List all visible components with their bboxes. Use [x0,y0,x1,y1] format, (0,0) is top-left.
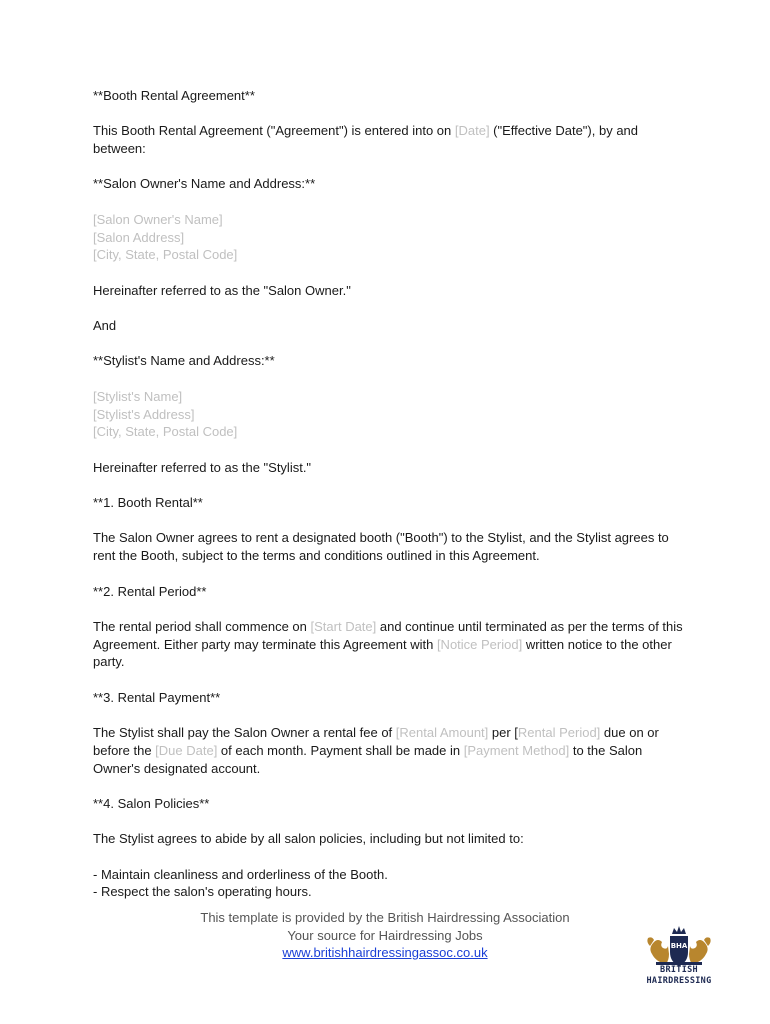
start-date-placeholder: [Start Date] [310,618,377,634]
stylist-name-placeholder: [Stylist's Name] [93,388,183,404]
footer-line1: This template is provided by the British Hairdressing Association [200,910,570,925]
due-date-placeholder: [Due Date] [155,742,218,758]
policy-list [93,866,693,901]
owner-address-block [93,211,693,264]
and-separator: And [93,318,117,334]
owner-name-placeholder: [Salon Owner's Name] [93,211,223,227]
stylist-address-block [93,388,693,441]
owner-reference: Hereinafter referred to as the "Salon Owner." [93,282,351,298]
section4-text: The Stylist agrees to abide by all salon policies, including but not limited to: [93,831,524,847]
footer-website-link[interactable]: www.britishhairdressingassoc.co.uk [282,945,488,960]
section4-heading: **4. Salon Policies** [93,795,210,811]
intro-paragraph: This Booth Rental Agreement ("Agreement") is entered into on [Date] ("Effective Date"), by and between: [93,123,639,157]
stylist-heading: **Stylist's Name and Address:** [93,353,275,369]
owner-city-placeholder: [City, State, Postal Code] [93,247,238,263]
section3-text: The Stylist shall pay the Salon Owner a rental fee of [Rental Amount] per [Rental Period] due on or before the [Due Date] of each month. Payment shall be made in [Payment Method] to the Salon Owner's designated account. [93,725,659,776]
agreement-body [93,87,693,919]
list-item: - Maintain cleanliness and orderliness of the Booth. [93,866,388,882]
section2-text: The rental period shall commence on [Start Date] and continue until terminated as per the terms of this Agreement. Either party may terminate this Agreement with [Notice Period] written notice to the other party. [93,618,683,670]
footer-line2: Your source for Hairdressing Jobs [287,927,483,943]
date-placeholder: [Date] [454,123,490,139]
owner-heading: **Salon Owner's Name and Address:** [93,176,316,192]
stylist-address-placeholder: [Stylist's Address] [93,406,195,422]
section3-heading: **3. Rental Payment** [93,689,221,705]
logo-line1: BRITISH [660,965,698,975]
list-item: - Respect the salon's operating hours. [93,884,312,900]
section1-heading: **1. Booth Rental** [93,495,203,511]
notice-period-placeholder: [Notice Period] [436,636,523,652]
logo-wordmark [630,965,728,987]
section1-text: The Salon Owner agrees to rent a designated booth ("Booth") to the Stylist, and the Stylist agrees to rent the Booth, subject to the terms and conditions outlined in this Agreement. [93,530,669,564]
logo-line2: HAIRDRESSING [646,976,712,986]
crest-monogram: BHA [670,942,688,950]
rental-amount-placeholder: [Rental Amount] [395,725,489,741]
agreement-title: **Booth Rental Agreement** [93,88,255,103]
rental-period-placeholder: Rental Period] [517,725,601,741]
section2-heading: **2. Rental Period** [93,583,207,599]
stylist-reference: Hereinafter referred to as the "Stylist." [93,459,312,475]
payment-method-placeholder: [Payment Method] [463,742,570,758]
owner-address-placeholder: [Salon Address] [93,229,185,245]
stylist-city-placeholder: [City, State, Postal Code] [93,424,238,440]
